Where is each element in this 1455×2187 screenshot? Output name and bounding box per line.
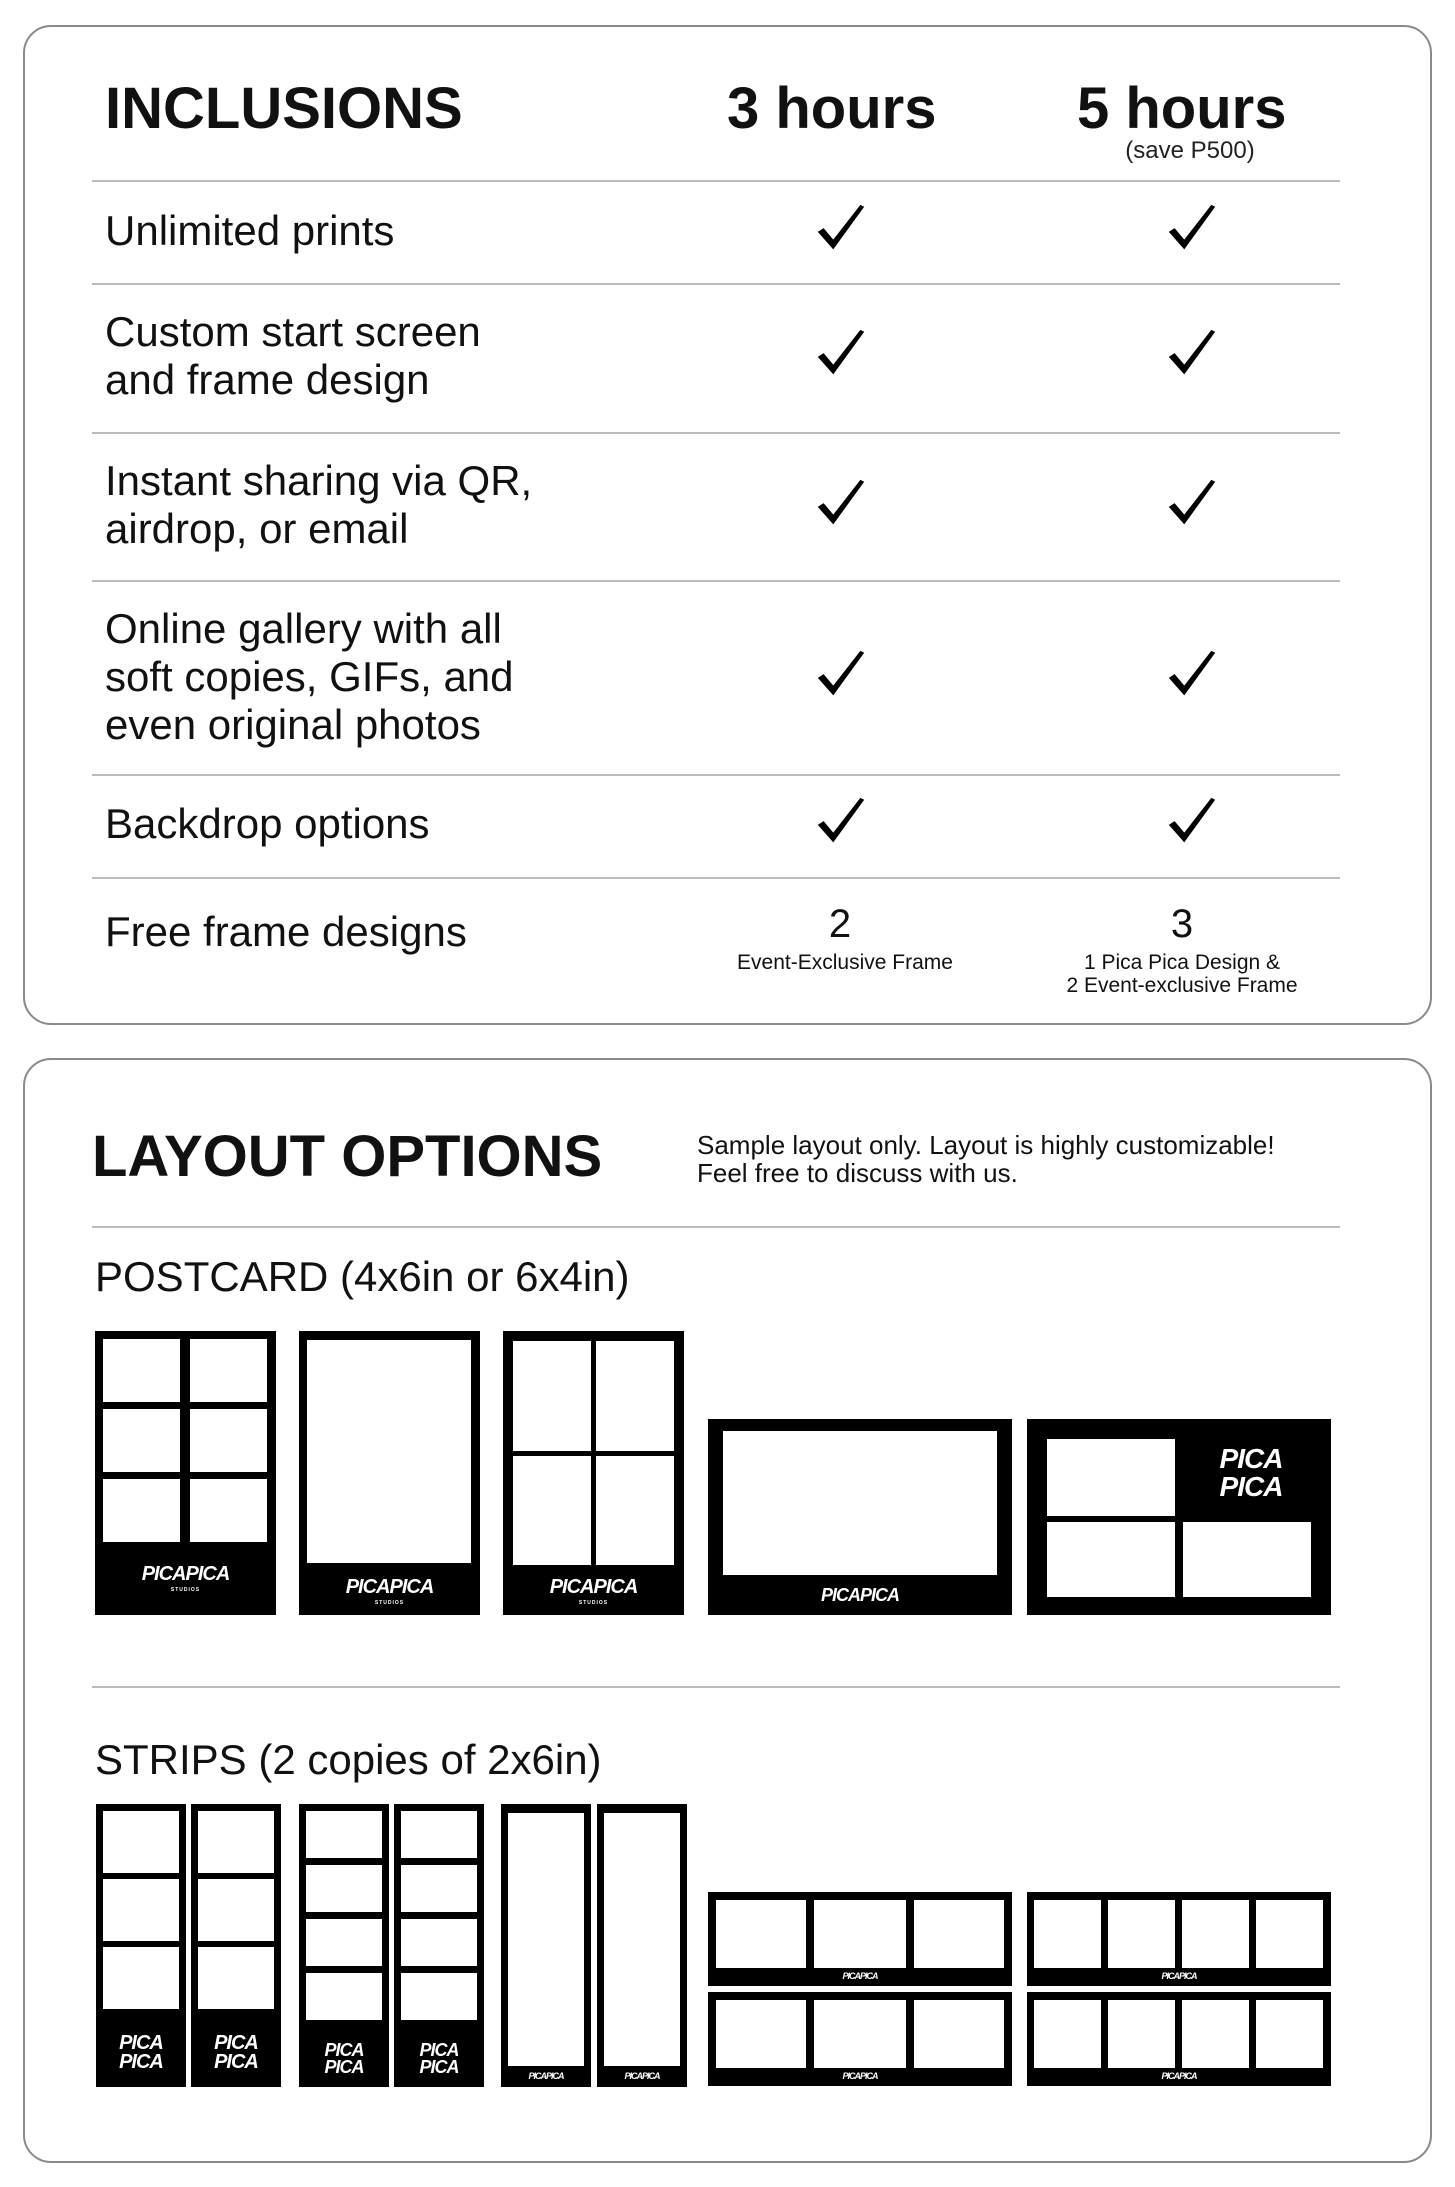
photo-slot (306, 1973, 382, 2020)
photo-slot (190, 1339, 267, 1402)
photo-slot (914, 1900, 1004, 1968)
photo-slot (914, 2000, 1004, 2068)
section-divider (92, 1686, 1340, 1688)
picapica-logo: PICAPICA STUDIOS (141, 1563, 230, 1593)
photo-slot (306, 1919, 382, 1966)
photo-slot (1047, 1439, 1175, 1516)
strip-layout-horizontal-three (708, 1892, 1012, 1986)
feature-label-backdrop: Backdrop options (105, 800, 430, 847)
photo-slot (513, 1341, 591, 1451)
picapica-logo: PICAPICA (1161, 1971, 1197, 1981)
photo-slot (103, 1339, 180, 1402)
row-divider (92, 180, 1340, 182)
photo-slot (1047, 1522, 1175, 1597)
row-divider (92, 283, 1340, 285)
photo-slot (401, 1865, 477, 1912)
frames-5-count: 3 (1170, 902, 1194, 946)
frames-3-count: 2 (828, 902, 852, 946)
photo-slot (1108, 1900, 1175, 1968)
check-icon (1163, 794, 1221, 852)
layout-options-note: Sample layout only. Layout is highly customizable! Feel free to discuss with us. (697, 1130, 1275, 1188)
check-icon (812, 794, 870, 852)
feature-label-online-gallery: Online gallery with all soft copies, GIFs, and even original photos (105, 605, 514, 748)
check-icon (1163, 647, 1221, 705)
photo-slot (198, 1879, 274, 1941)
strip-layout-horizontal-four (1027, 1892, 1331, 1986)
frames-5-note: 1 Pica Pica Design & 2 Event-exclusive Frame (1066, 951, 1298, 997)
photo-slot (198, 1811, 274, 1873)
photo-slot (596, 1341, 674, 1451)
picapica-logo: PICAPICA (842, 2071, 878, 2081)
photo-slot (401, 1973, 477, 2020)
layout-options-title: LAYOUT OPTIONS (92, 1124, 603, 1189)
photo-slot (198, 1947, 274, 2009)
photo-slot (814, 2000, 906, 2068)
photo-slot (814, 1900, 906, 1968)
picapica-logo: PICA PICA (1219, 1443, 1283, 1502)
picapica-logo: PICA PICA (214, 2032, 258, 2073)
photo-slot (1108, 2000, 1175, 2068)
check-icon (1163, 201, 1221, 259)
photo-slot (401, 1811, 477, 1858)
check-icon (812, 647, 870, 705)
photo-slot (103, 1947, 179, 2009)
photo-slot (190, 1409, 267, 1472)
photo-slot (513, 1456, 591, 1565)
photo-slot (1182, 1900, 1249, 1968)
picapica-logo: PICAPICA (624, 2071, 660, 2081)
photo-slot (1034, 1900, 1101, 1968)
postcard-layout-grid-6 (95, 1331, 276, 1615)
photo-slot (103, 1811, 179, 1873)
strip-layout-single (597, 1804, 687, 2087)
photo-slot (596, 1456, 674, 1565)
section-divider (92, 1226, 1340, 1228)
photo-slot (1182, 2000, 1249, 2068)
photo-slot (723, 1431, 997, 1575)
postcard-layout-single-portrait (299, 1331, 480, 1615)
check-icon (812, 326, 870, 384)
plan-3-hours-header: 3 hours (727, 76, 937, 141)
picapica-logo: PICAPICA STUDIOS (549, 1576, 638, 1606)
photo-slot (306, 1865, 382, 1912)
plan-5-hours-header: 5 hours (1077, 76, 1287, 141)
photo-slot (1256, 1900, 1323, 1968)
row-divider (92, 774, 1340, 776)
photo-slot (604, 1813, 680, 2066)
feature-label-instant-sharing: Instant sharing via QR, airdrop, or email (105, 457, 533, 552)
postcard-section-title: POSTCARD (4x6in or 6x4in) (95, 1253, 630, 1300)
row-divider (92, 432, 1340, 434)
picapica-logo: PICA PICA (324, 2040, 364, 2077)
strip-layout-single (501, 1804, 591, 2087)
check-icon (812, 201, 870, 259)
row-divider (92, 580, 1340, 582)
strip-layout-three (191, 1804, 281, 2087)
photo-slot (103, 1879, 179, 1941)
picapica-logo: PICAPICA STUDIOS (345, 1576, 434, 1606)
photo-slot (307, 1340, 471, 1563)
check-icon (812, 476, 870, 534)
photo-slot (401, 1919, 477, 1966)
inclusions-title: INCLUSIONS (105, 76, 463, 141)
plan-5-savings-note: (save P500) (1125, 137, 1255, 164)
feature-label-unlimited-prints: Unlimited prints (105, 207, 395, 254)
row-divider (92, 877, 1340, 879)
strip-layout-four (299, 1804, 389, 2087)
photo-slot (1183, 1522, 1311, 1597)
postcard-layout-three-with-logo (1027, 1419, 1331, 1615)
feature-label-free-frames: Free frame designs (105, 908, 467, 955)
postcard-layout-grid-4 (503, 1331, 684, 1615)
photo-slot (1256, 2000, 1323, 2068)
picapica-logo: PICAPICA (820, 1585, 899, 1605)
picapica-logo: PICAPICA (528, 2071, 564, 2081)
photo-slot (716, 2000, 806, 2068)
picapica-logo: PICA PICA (419, 2040, 459, 2077)
strip-layout-horizontal-three (708, 1992, 1012, 2086)
postcard-layout-single-landscape (708, 1419, 1012, 1615)
frames-3-note: Event-Exclusive Frame (737, 951, 953, 974)
picapica-logo: PICA PICA (119, 2032, 163, 2073)
picapica-logo: PICAPICA (1161, 2071, 1197, 2081)
strips-section-title: STRIPS (2 copies of 2x6in) (95, 1736, 602, 1783)
check-icon (1163, 476, 1221, 534)
photo-slot (190, 1479, 267, 1542)
strip-layout-horizontal-four (1027, 1992, 1331, 2086)
picapica-logo: PICAPICA (842, 1971, 878, 1981)
feature-label-custom-screen: Custom start screen and frame design (105, 308, 481, 403)
photo-slot (716, 1900, 806, 1968)
photo-slot (103, 1409, 180, 1472)
photo-slot (508, 1813, 584, 2066)
strip-layout-three (96, 1804, 186, 2087)
photo-slot (306, 1811, 382, 1858)
strip-layout-four (394, 1804, 484, 2087)
photo-slot (103, 1479, 180, 1542)
photo-slot (1034, 2000, 1101, 2068)
check-icon (1163, 326, 1221, 384)
